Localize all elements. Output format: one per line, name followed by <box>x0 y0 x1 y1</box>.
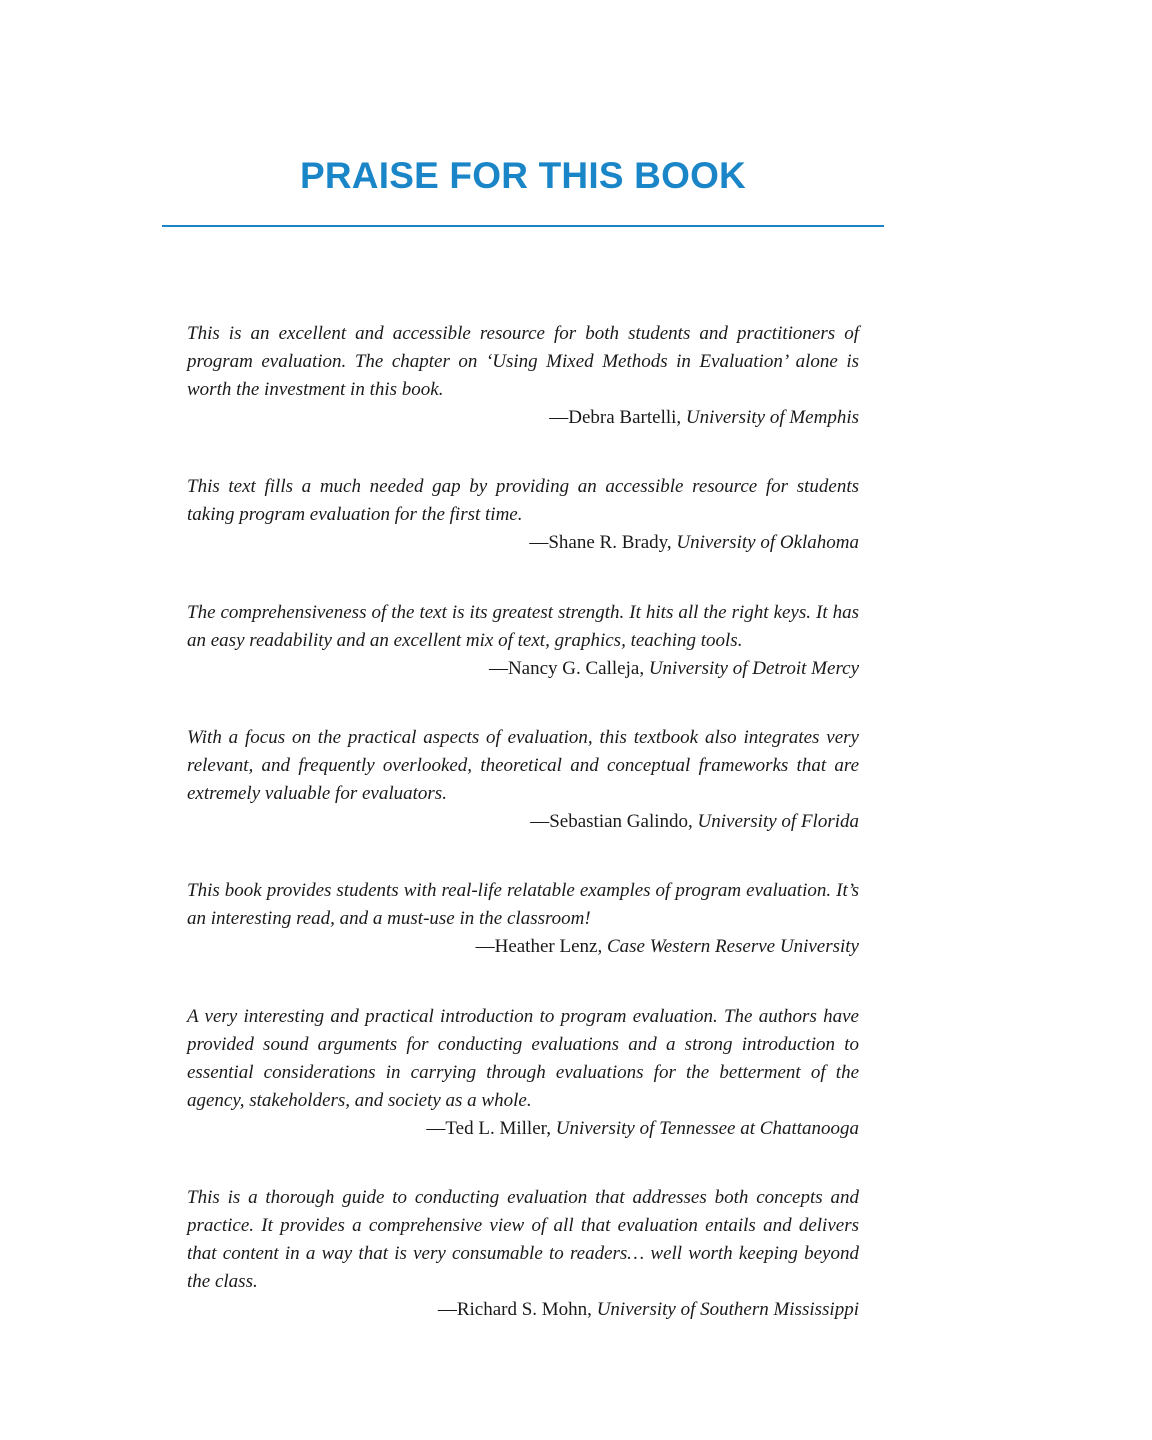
testimonial-author: —Heather Lenz, <box>475 936 607 957</box>
testimonial-attribution <box>187 933 859 961</box>
testimonial-quote: A very interesting and practical introduction to program evaluation. The authors have provided sound arguments for conducting evaluations and a strong introduction to essential considerations in carrying through evaluations for the betterment of the agency, stakeholders, and society as a whole. <box>187 1006 859 1111</box>
testimonial-quote: The comprehensiveness of the text is its greatest strength. It hits all the right keys. It has an easy readability and an excellent mix of text, graphics, teaching tools. <box>187 602 859 651</box>
testimonial-quote: With a focus on the practical aspects of evaluation, this textbook also integrates very relevant, and frequently overlooked, theoretical and conceptual frameworks that are extremely valuable for evaluators. <box>187 727 859 804</box>
testimonial-affiliation: University of Memphis <box>685 407 859 428</box>
testimonial-attribution <box>187 404 859 432</box>
testimonial-quote: This text fills a much needed gap by providing an accessible resource for students taking program evaluation for the first time. <box>187 476 859 525</box>
page-title: PRAISE FOR THIS BOOK <box>300 155 746 196</box>
testimonial-affiliation: University of Detroit Mercy <box>648 658 859 679</box>
title-divider <box>162 225 884 227</box>
testimonial-author: —Ted L. Miller, <box>426 1118 556 1139</box>
testimonial-attribution <box>187 1115 859 1143</box>
testimonial-attribution <box>187 1296 859 1324</box>
testimonial-author: —Shane R. Brady, <box>529 532 677 553</box>
testimonial-quote: This book provides students with real-life relatable examples of program evaluation. It’s an interesting read, and a must-use in the classroom! <box>187 880 859 929</box>
testimonial-author: —Sebastian Galindo, <box>530 811 698 832</box>
testimonial <box>187 1184 859 1324</box>
testimonial <box>187 724 859 836</box>
testimonial-author: —Nancy G. Calleja, <box>488 658 649 679</box>
testimonial-attribution <box>187 808 859 836</box>
testimonial-affiliation: University of Oklahoma <box>676 532 859 553</box>
testimonial-attribution <box>187 655 859 683</box>
testimonial <box>187 599 859 683</box>
testimonial-author: —Richard S. Mohn, <box>437 1299 597 1320</box>
testimonial-author: —Debra Bartelli, <box>549 407 686 428</box>
testimonial-affiliation: Case Western Reserve University <box>606 936 859 957</box>
testimonial <box>187 473 859 557</box>
testimonial <box>187 877 859 961</box>
testimonial-quote: This is a thorough guide to conducting evaluation that addresses both concepts and practice. It provides a comprehensive view of all that evaluation entails and delivers that content in a way that is very consumable to readers… well worth keeping beyond the class. <box>187 1187 859 1292</box>
testimonial-affiliation: University of Tennessee at Chattanooga <box>555 1118 859 1139</box>
testimonial <box>187 1003 859 1143</box>
testimonial-quote: This is an excellent and accessible resource for both students and practitioners of program evaluation. The chapter on ‘Using Mixed Methods in Evaluation’ alone is worth the investment in this book. <box>187 323 859 400</box>
testimonial-attribution <box>187 529 859 557</box>
testimonial-affiliation: University of Southern Mississippi <box>596 1299 859 1320</box>
testimonial-affiliation: University of Florida <box>697 811 859 832</box>
testimonial <box>187 320 859 432</box>
